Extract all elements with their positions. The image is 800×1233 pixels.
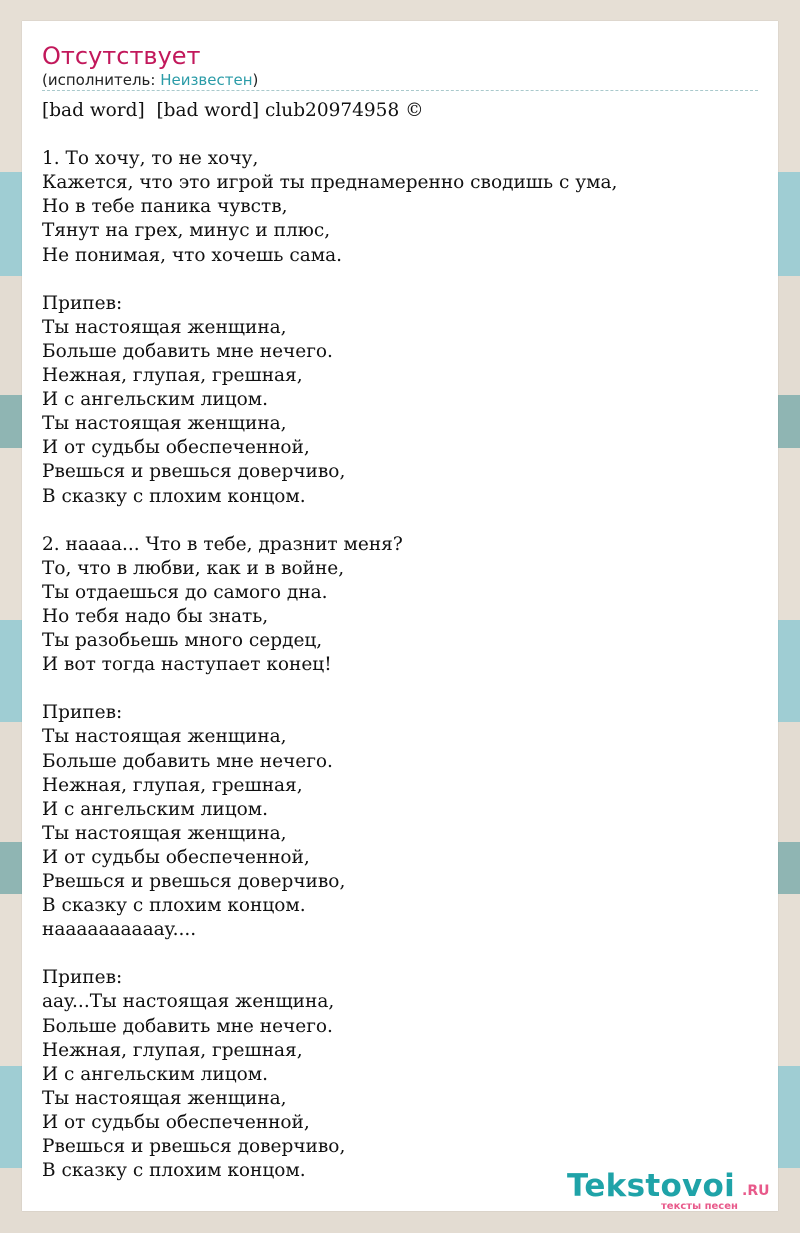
title-divider [42,90,758,91]
logo-tagline: тексты песен [661,1201,738,1212]
logo-domain: .RU [742,1183,770,1199]
artist-link[interactable]: Неизвестен [160,71,253,89]
performer-line [42,70,258,90]
lyrics-text: [bad word] [bad word] club20974958 © 1. То хочу, то не хочу, Кажется, что это игрой ты преднамеренно сводишь с ума, Но в тебе паника чувств, Тянут на грех, минус и плюс, Не понимая, что хочешь сама. Припев: Ты настоящая женщина, Больше добавить мне нечего. Нежная, глупая, грешная, И с ангельским лицом. Ты настоящая женщина, И от судьбы обеспеченной, Рвешься и рвешься доверчиво, В сказку с плохим концом. 2. наааа... Что в тебе, дразнит меня? То, что в любви, как и в войне, Ты отдаешься до самого дна. Но тебя надо бы знать, Ты разобьешь много сердец, И вот тогда наступает конец! Припев: Ты настоящая женщина, Больше добавить мне нечего. Нежная, глупая, грешная, И с ангельским лицом. Ты настоящая женщина, И от судьбы обеспеченной, Рвешься и рвешься доверчиво, В сказку с плохим концом. нааааааааааy.... Припев: ааy...Ты настоящая женщина, Больше добавить мне нечего. Нежная, глупая, грешная, И с ангельским лицом. Ты настоящая женщина, И от судьбы обеспеченной, Рвешься и рвешься доверчиво, В сказку с плохим концом. [42,100,618,1182]
song-title: Отсутствует [42,42,201,70]
logo-wordmark: Tekstovoi [567,1168,736,1204]
performer-suffix: ) [252,71,259,89]
site-logo[interactable] [567,1169,777,1215]
performer-prefix: (исполнитель: [42,71,161,89]
lyrics-card [22,21,778,1211]
